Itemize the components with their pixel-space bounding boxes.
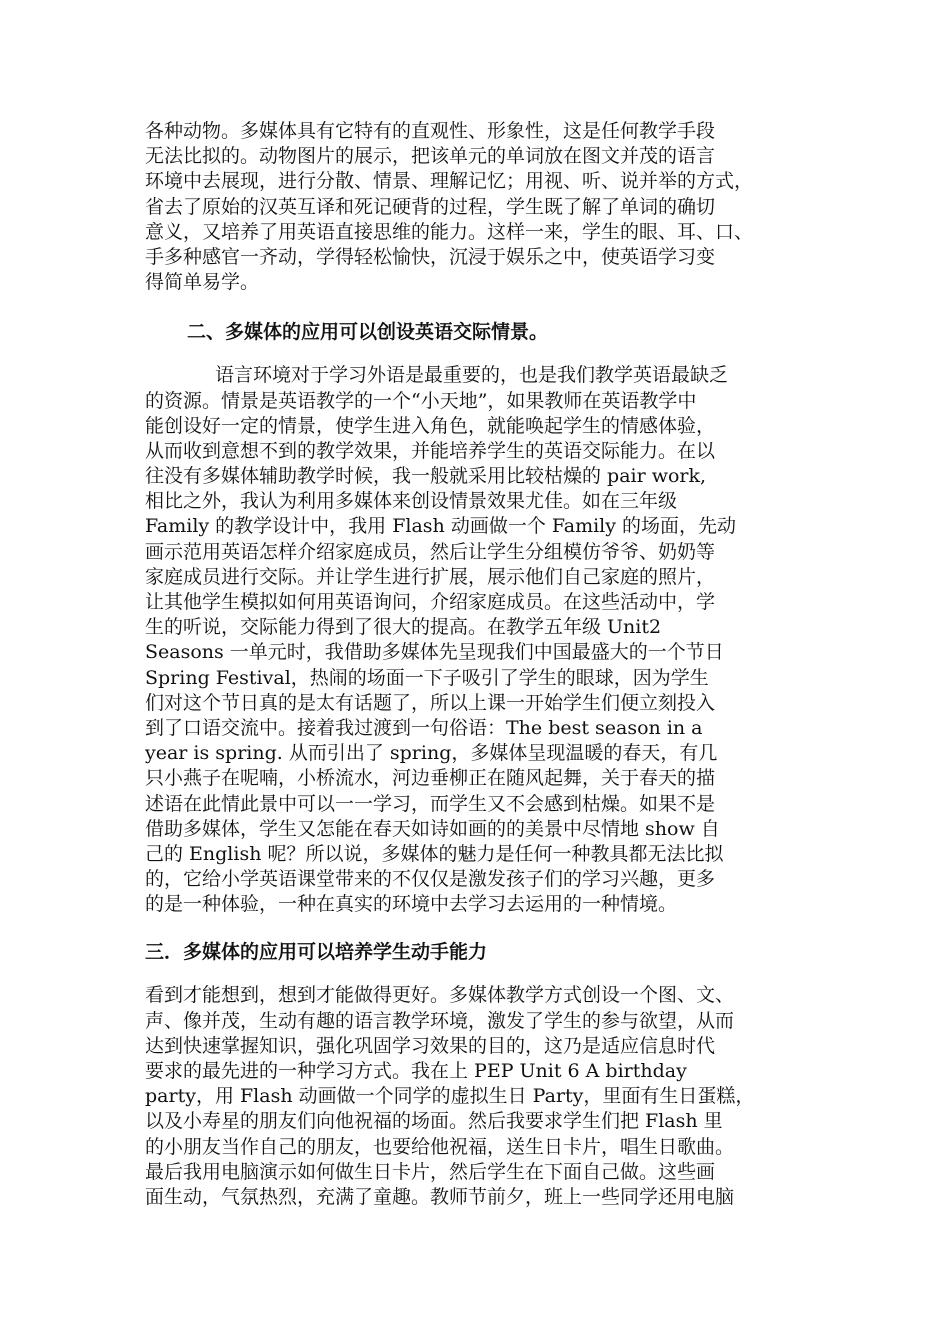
text-line: 生的听说，交际能力得到了很大的提高。在教学五年级 Unit2: [145, 616, 662, 639]
text-line: 要求的最先进的一种学习方式。我在上 PEP Unit 6 A birthday: [145, 1060, 687, 1082]
text-line: 语言环境对于学习外语是最重要的，也是我们教学英语最缺乏: [215, 364, 729, 387]
text-line: 们对这个节日真的是太有话题了，所以上课一开始学生们便立刻投入: [145, 691, 716, 714]
text-line: Spring Festival，热闹的场面一下子吸引了学生的眼球，因为学生: [145, 666, 709, 689]
text-line: 以及小寿星的朋友们向他祝福的场面。然后我要求学生们把 Flash 里: [145, 1110, 723, 1133]
text-line: year is spring. 从而引出了 spring，多媒体呈现温暖的春天，有几: [145, 742, 718, 765]
text-line: 从而收到意想不到的教学效果，并能培养学生的英语交际能力。在以: [145, 439, 716, 462]
text-line: 往没有多媒体辅助教学时候，我一般就采用比较枯燥的 pair work,: [145, 465, 707, 488]
section-heading-3: 三．多媒体的应用可以培养学生动手能力: [145, 941, 488, 964]
text-line: 家庭成员进行交际。并让学生进行扩展，展示他们自己家庭的照片，: [145, 565, 716, 588]
text-line: party，用 Flash 动画做一个同学的虚拟生日 Party，里面有生日蛋糕，: [145, 1085, 755, 1108]
document-page: [145, 119, 810, 1210]
text-line: 的资源。情景是英语教学的一个“小天地”，如果教师在英语教学中: [145, 389, 697, 412]
text-line: 声、像并茂，生动有趣的语言教学环境，激发了学生的参与欲望，从而: [145, 1009, 735, 1032]
text-line: 只小燕子在呢喃，小桥流水，河边垂柳正在随风起舞，关于春天的描: [145, 767, 716, 790]
text-line: 面生动，气氛热烈，充满了童趣。教师节前夕，班上一些同学还用电脑: [145, 1185, 735, 1208]
text-line: 手多种感官一齐动，学得轻松愉快，沉浸于娱乐之中，使英语学习变: [145, 245, 716, 268]
text-line: 述语在此情此景中可以一一学习，而学生又不会感到枯燥。如果不是: [145, 792, 716, 815]
section-heading-2: 二、多媒体的应用可以创设英语交际情景。: [187, 321, 549, 344]
paragraph-3: [145, 983, 810, 1210]
text-line: 达到快速掌握知识，强化巩固学习效果的目的，这乃是适应信息时代: [145, 1034, 716, 1057]
paragraph-1: [145, 119, 810, 295]
text-line: 的，它给小学英语课堂带来的不仅仅是激发孩子们的学习兴趣，更多: [145, 868, 716, 891]
text-line: 省去了原始的汉英互译和死记硬背的过程，学生既了解了单词的确切: [145, 195, 716, 218]
text-line: 让其他学生模拟如何用英语询问，介绍家庭成员。在这些活动中，学: [145, 591, 716, 613]
paragraph-2: [145, 363, 810, 917]
text-line: 己的 English 呢？所以说，多媒体的魅力是任何一种教具都无法比拟: [145, 842, 724, 865]
text-line: 最后我用电脑演示如何做生日卡片，然后学生在下面自己做。这些画: [145, 1160, 716, 1183]
text-line: 得简单易学。: [145, 271, 260, 294]
text-line: 到了口语交流中。接着我过渡到一句俗语：The best season in a: [145, 716, 703, 739]
text-line: 借助多媒体，学生又怎能在春天如诗如画的的美景中尽情地 show 自: [145, 817, 720, 840]
text-line: 能创设好一定的情景，使学生进入角色，就能唤起学生的情感体验，: [145, 414, 716, 437]
text-line: 的是一种体验，一种在真实的环境中去学习去运用的一种情境。: [145, 893, 678, 916]
text-line: 各种动物。多媒体具有它特有的直观性、形象性，这是任何教学手段: [145, 120, 716, 142]
text-line: Seasons 一单元时，我借助多媒体先呈现我们中国最盛大的一个节日: [145, 641, 724, 664]
text-line: Family 的教学设计中，我用 Flash 动画做一个 Family 的场面，先动: [145, 515, 737, 538]
text-line: 画示范用英语怎样介绍家庭成员，然后让学生分组模仿爷爷、奶奶等: [145, 540, 716, 563]
text-line: 环境中去展现，进行分散、情景、理解记忆；用视、听、说并举的方式，: [145, 170, 754, 193]
text-line: 相比之外，我认为利用多媒体来创设情景效果尤佳。如在三年级: [145, 490, 678, 513]
text-line: 意义，又培养了用英语直接思维的能力。这样一来，学生的眼、耳、口、: [145, 220, 754, 243]
text-line: 看到才能想到，想到才能做得更好。多媒体教学方式创设一个图、文、: [145, 984, 735, 1007]
text-line: 的小朋友当作自己的朋友，也要给他祝福，送生日卡片，唱生日歌曲。: [145, 1135, 735, 1158]
text-line: 无法比拟的。动物图片的展示，把该单元的单词放在图文并茂的语言: [145, 145, 716, 168]
